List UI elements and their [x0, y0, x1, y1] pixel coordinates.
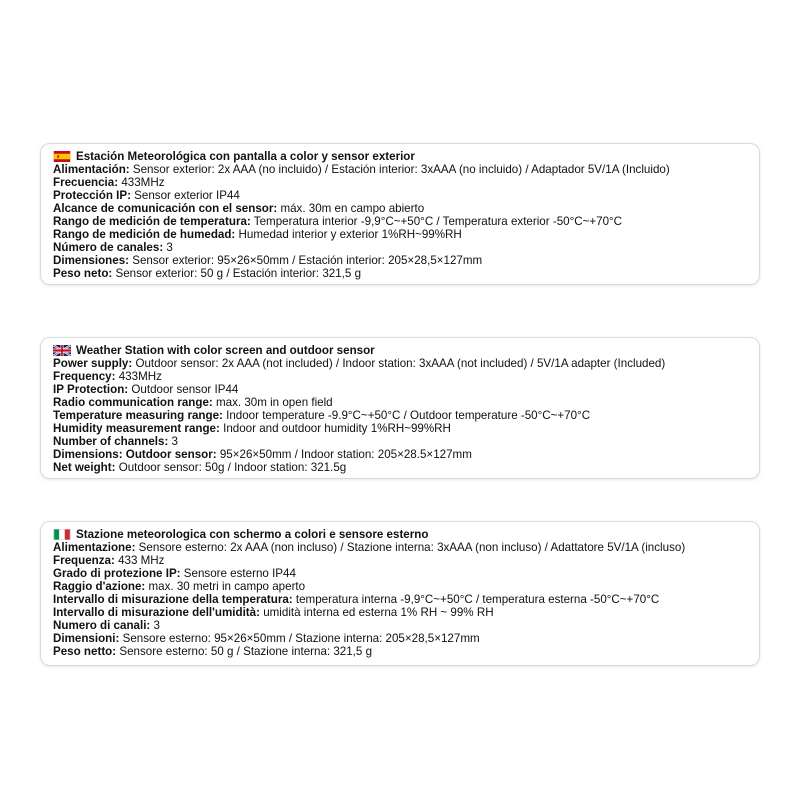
spec-value: Sensore esterno: 2x AAA (non incluso) / Stazione interna: 3xAAA (non incluso) / Adattatore 5V/1A (incluso) [135, 541, 686, 554]
spec-value: max. 30 metri in campo aperto [145, 580, 306, 593]
spec-value: umidità interna ed esterna 1% RH ~ 99% RH [259, 606, 494, 619]
spec-label: Temperature measuring range: [53, 409, 223, 422]
spec-value: máx. 30m en campo abierto [277, 202, 425, 215]
spec-row [53, 202, 747, 215]
spec-label: Net weight: [53, 461, 116, 474]
spec-label: Dimensions: Outdoor sensor: [53, 448, 217, 461]
spec-value: Outdoor sensor: 50g / Indoor station: 321.5g [115, 461, 347, 474]
spec-value: Outdoor sensor IP44 [128, 383, 239, 396]
spec-row [53, 163, 747, 176]
spec-value: 95×26×50mm / Indoor station: 205×28.5×127mm [216, 448, 472, 461]
spec-row [53, 189, 747, 202]
spec-value: Sensor exterior: 50 g / Estación interior: 321,5 g [112, 267, 362, 280]
spain-flag-icon [53, 151, 71, 162]
spec-row [53, 254, 747, 267]
spec-row [53, 541, 747, 554]
spec-label: Grado di protezione IP: [53, 567, 181, 580]
spec-label: Intervallo di misurazione della temperatura: [53, 593, 293, 606]
spec-row [53, 267, 747, 280]
spec-label: Dimensioni: [53, 632, 120, 645]
italy-flag-icon [53, 529, 71, 540]
spec-row [53, 176, 747, 189]
spec-label: Protección IP: [53, 189, 131, 202]
card-title: Stazione meteorologica con schermo a colori e sensore esterno [76, 528, 429, 541]
spec-row [53, 383, 747, 396]
spec-row [53, 435, 747, 448]
spec-value: Humedad interior y exterior 1%RH~99%RH [235, 228, 462, 241]
spec-card-spanish [40, 143, 760, 285]
spec-row [53, 632, 747, 645]
spec-row [53, 461, 747, 474]
spec-label: Rango de medición de humedad: [53, 228, 236, 241]
spec-row [53, 619, 747, 632]
card-header [53, 344, 747, 357]
spec-row [53, 396, 747, 409]
uk-flag-icon [53, 345, 71, 356]
spec-card-english [40, 337, 760, 479]
spec-value: Indoor temperature -9.9°C~+50°C / Outdoor temperature -50°C~+70°C [222, 409, 591, 422]
spec-value: 433MHz [118, 176, 165, 189]
spec-label: Frecuencia: [53, 176, 119, 189]
spec-label: Dimensiones: [53, 254, 130, 267]
spec-value: 433 MHz [114, 554, 165, 567]
spec-label: Alimentazione: [53, 541, 136, 554]
spec-row [53, 554, 747, 567]
spec-row [53, 567, 747, 580]
spec-row [53, 606, 747, 619]
spec-card-italian [40, 521, 760, 666]
spec-label: Alimentación: [53, 163, 130, 176]
spec-value: 3 [150, 619, 160, 632]
spec-row [53, 241, 747, 254]
spec-value: 3 [163, 241, 173, 254]
spec-label: Peso neto: [53, 267, 113, 280]
spec-row [53, 422, 747, 435]
spec-label: Alcance de comunicación con el sensor: [53, 202, 278, 215]
spec-row [53, 370, 747, 383]
spec-label: Humidity measurement range: [53, 422, 220, 435]
spec-label: Número de canales: [53, 241, 164, 254]
spec-label: IP Protection: [53, 383, 129, 396]
spec-value: Sensor exterior IP44 [130, 189, 240, 202]
spec-value: Sensor exterior: 95×26×50mm / Estación interior: 205×28,5×127mm [129, 254, 483, 267]
spec-row [53, 593, 747, 606]
spec-value: 3 [168, 435, 178, 448]
spec-label: Raggio d'azione: [53, 580, 146, 593]
card-title: Weather Station with color screen and outdoor sensor [76, 344, 375, 357]
spec-row [53, 215, 747, 228]
spec-row [53, 448, 747, 461]
spec-value: Outdoor sensor: 2x AAA (not included) / Indoor station: 3xAAA (not included) / 5V/1A adapter (Included) [132, 357, 666, 370]
card-header [53, 150, 747, 163]
card-title: Estación Meteorológica con pantalla a color y sensor exterior [76, 150, 415, 163]
spec-label: Frequency: [53, 370, 116, 383]
spec-value: Temperatura interior -9,9°C~+50°C / Temperatura exterior -50°C~+70°C [250, 215, 623, 228]
spec-value: Sensor exterior: 2x AAA (no incluido) / Estación interior: 3xAAA (no incluido) / Adaptador 5V/1A (Incluido) [129, 163, 670, 176]
spec-label: Numero di canali: [53, 619, 151, 632]
spec-value: Indoor and outdoor humidity 1%RH~99%RH [219, 422, 451, 435]
spec-label: Intervallo di misurazione dell'umidità: [53, 606, 260, 619]
spec-value: Sensore esterno: 50 g / Stazione interna: 321,5 g [116, 645, 373, 658]
spec-row [53, 580, 747, 593]
spec-row [53, 409, 747, 422]
spec-value: Sensore esterno: 95×26×50mm / Stazione interna: 205×28,5×127mm [119, 632, 480, 645]
spec-label: Rango de medición de temperatura: [53, 215, 251, 228]
spec-value: temperatura interna -9,9°C~+50°C / temperatura esterna -50°C~+70°C [292, 593, 660, 606]
card-header [53, 528, 747, 541]
spec-row [53, 645, 747, 658]
spec-label: Power supply: [53, 357, 133, 370]
spec-value: max. 30m in open field [212, 396, 333, 409]
spec-label: Number of channels: [53, 435, 169, 448]
spec-value: 433MHz [115, 370, 162, 383]
spec-row [53, 357, 747, 370]
spec-label: Frequenza: [53, 554, 115, 567]
spec-row [53, 228, 747, 241]
spec-label: Peso netto: [53, 645, 117, 658]
spec-value: Sensore esterno IP44 [180, 567, 296, 580]
spec-label: Radio communication range: [53, 396, 213, 409]
